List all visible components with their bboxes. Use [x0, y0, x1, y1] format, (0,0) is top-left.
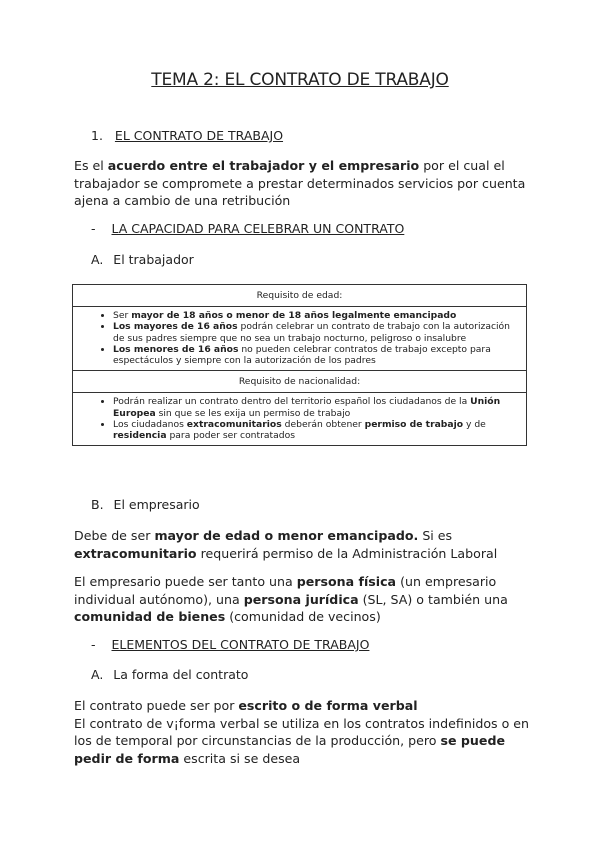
capacidad-label: LA CAPACIDAD PARA CELEBRAR UN CONTRATO	[111, 221, 405, 236]
section-label: EL CONTRATO DE TRABAJO	[114, 128, 284, 143]
list-item: • Podrán realizar un contrato dentro del territorio español los ciudadanos de la Unión Europea sin que se les exija un permiso de trabajo	[113, 396, 518, 418]
empresario-paragraph-1: Debe de ser mayor de edad o menor emancipado. Si es extracomunitario requerirá permiso de la Administración Laboral	[74, 528, 498, 561]
bold-text: acuerdo entre el trabajador y el empresario	[107, 158, 420, 173]
nacionalidad-header: Requisito de nacionalidad:	[73, 371, 527, 393]
section-number: 1.	[91, 128, 103, 143]
list-item: • Ser mayor de 18 años o menor de 18 años legalmente emancipado	[113, 310, 518, 321]
edad-header: Requisito de edad:	[73, 285, 527, 307]
elementos-label: ELEMENTOS DEL CONTRATO DE TRABAJO	[111, 637, 370, 652]
list-item: • Los mayores de 16 años podrán celebrar un contrato de trabajo con la autorización de sus padres siempre que no sea un trabajo nocturno, peligroso o insalubre	[113, 321, 518, 343]
empresario-paragraph-2: El empresario puede ser tanto una persona física (un empresario individual autónomo), una persona jurídica (SL, SA) o también una comunidad de bienes (comunidad de vecinos)	[74, 574, 508, 624]
nacionalidad-cell	[73, 393, 527, 446]
list-item: • Los ciudadanos extracomunitarios deberán obtener permiso de trabajo y de residencia para poder ser contratados	[113, 419, 518, 441]
document-title: TEMA 2: EL CONTRATO DE TRABAJO	[151, 70, 449, 90]
empresario-heading: B. El empresario	[91, 497, 200, 512]
capacidad-heading: - LA CAPACIDAD PARA CELEBRAR UN CONTRATO	[91, 221, 405, 236]
requirements-table	[72, 284, 527, 446]
forma-paragraph: El contrato puede ser por escrito o de forma verbal El contrato de v¡forma verbal se utiliza en los contratos indefinidos o en los de temporal por circunstancias de la producción, pero se puede pedir de forma escrita si se desea	[74, 698, 530, 766]
elementos-heading: - ELEMENTOS DEL CONTRATO DE TRABAJO	[91, 637, 370, 652]
section-1-heading	[91, 128, 283, 143]
trabajador-heading: A. El trabajador	[91, 252, 194, 267]
forma-heading: A. La forma del contrato	[91, 667, 249, 682]
definition-paragraph: Es el acuerdo entre el trabajador y el empresario por el cual el trabajador se compromete a prestar determinados servicios por cuenta ajena a cambio de una retribución	[74, 158, 526, 208]
list-item: • Los menores de 16 años no pueden celebrar contratos de trabajo excepto para espectáculos y siempre con la autorización de los padres	[113, 344, 518, 366]
edad-cell	[73, 307, 527, 371]
